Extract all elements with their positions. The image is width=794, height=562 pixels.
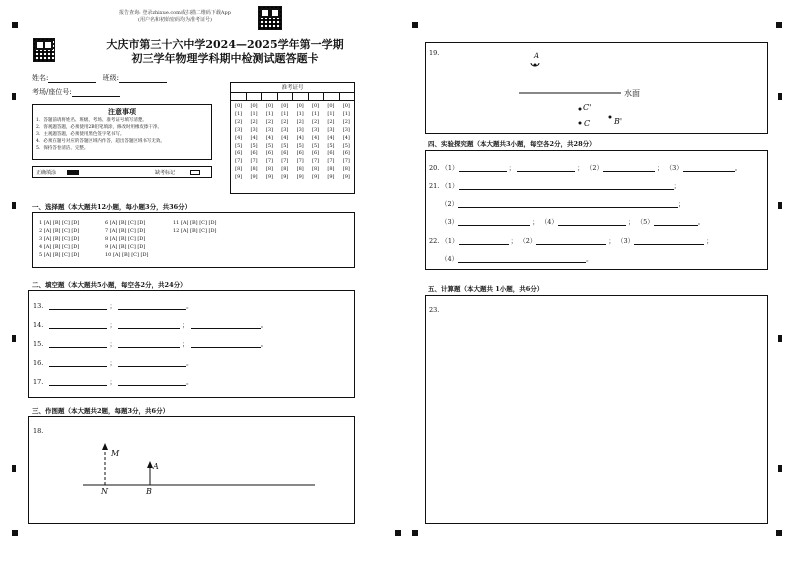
notice-item: 2．客观题答题，必须使用2B铅笔填涂，修改时用橡皮擦干净。 (36, 125, 163, 130)
q18-diagram (29, 417, 356, 525)
exam-id-bubble[interactable]: [2] (296, 118, 304, 125)
exam-id-bubble[interactable]: [1] (250, 110, 258, 117)
answer-blank[interactable] (458, 219, 530, 226)
exam-id-bubble[interactable]: [5] (327, 142, 335, 149)
seat-label: 考场/座位号: (32, 88, 72, 96)
q17-row: 17. ； 。 (33, 378, 193, 386)
label-B: B (146, 487, 152, 496)
section1-heading: 一、选择题（本大题共12小题，每小题3分，共36分） (32, 203, 192, 211)
subq-label: （1） (441, 237, 459, 245)
mc-row[interactable]: 8 [A] [B] [C] [D] (105, 236, 146, 242)
mc-row[interactable]: 10 [A] [B] [C] [D] (105, 252, 149, 258)
exam-id-bubble[interactable]: [4] (265, 134, 273, 141)
answer-blank[interactable] (49, 303, 107, 310)
seat-row (32, 87, 120, 97)
subq-label: （3） (616, 237, 635, 245)
timing-mark (412, 22, 418, 28)
answer-blank[interactable] (536, 238, 606, 245)
section4-box (425, 150, 768, 270)
answer-blank[interactable] (517, 165, 575, 172)
exam-id-column (231, 103, 246, 182)
answer-blank[interactable] (683, 165, 735, 172)
mc-row[interactable]: 6 [A] [B] [C] [D] (105, 220, 146, 226)
exam-id-bubble[interactable]: [0] (342, 103, 350, 109)
q14-row: 14. ； ； 。 (33, 321, 268, 329)
subq-label: （4） (540, 218, 558, 226)
qr-code-left (33, 38, 55, 62)
answer-blank[interactable] (634, 238, 704, 245)
exam-id-bubble[interactable]: [2] (250, 118, 258, 125)
subq-label: （1） (441, 164, 459, 172)
exam-id-bubble[interactable]: [0] (281, 103, 289, 109)
exam-id-bubble[interactable]: [9] (312, 174, 320, 181)
answer-blank[interactable] (49, 360, 107, 367)
section4-heading: 四、实验探究题（本大题共3小题，每空各2分，共28分） (428, 140, 596, 148)
timing-mark (12, 202, 16, 209)
exam-id-bubble[interactable]: [6] (296, 150, 304, 157)
page-title (80, 38, 370, 66)
exam-id-bubble[interactable]: [4] (327, 134, 335, 141)
exam-id-column (262, 103, 277, 182)
exam-id-bubble[interactable]: [0] (296, 103, 304, 109)
label-C: C (584, 119, 591, 128)
title-line2: 初三学年物理学科期中检测试题答题卡 (131, 52, 319, 65)
q15-number: 15. (33, 340, 44, 348)
exam-id-bubble[interactable]: [8] (235, 166, 243, 173)
exam-id-bubble[interactable]: [4] (250, 134, 258, 141)
mc-row[interactable]: 9 [A] [B] [C] [D] (105, 244, 146, 250)
qr-code-top (258, 6, 282, 30)
report-notice (100, 10, 250, 24)
mc-row[interactable]: 1 [A] [B] [C] [D] (39, 220, 80, 226)
exam-id-bubble[interactable]: [2] (265, 118, 273, 125)
report-notice-line1: 报告查询: 登录zhixue.com或扫描二维码下载App (119, 10, 231, 16)
timing-mark (778, 465, 782, 472)
exam-id-bubble[interactable]: [2] (235, 118, 243, 125)
subq-label: （3） (665, 164, 683, 172)
q19-label-A: A (534, 52, 540, 60)
exam-id-column (246, 103, 261, 182)
timing-mark (12, 93, 16, 100)
answer-blank[interactable] (191, 341, 261, 348)
notice-title: 注意事项 (108, 107, 136, 116)
subq-label: （1） (441, 182, 459, 190)
exam-id-bubble[interactable]: [6] (235, 150, 243, 157)
q16-row: 16. ； 。 (33, 359, 193, 367)
q23-number: 23. (429, 306, 440, 314)
label-B-prime: B' (614, 117, 623, 126)
q22-number: 22. (429, 237, 440, 245)
name-field[interactable] (48, 75, 96, 83)
subq-label: （5） (636, 218, 654, 226)
subq-label: （3） (441, 218, 459, 226)
subq-label: （2） (441, 200, 459, 208)
exam-id-bubble[interactable]: [4] (342, 134, 350, 141)
q21-number: 21. (429, 182, 440, 190)
exam-id-bubble[interactable]: [7] (281, 158, 289, 165)
section5-heading: 五、计算题（本大题共 1小题，共6分） (428, 285, 544, 293)
exam-id-bubble[interactable]: [9] (235, 174, 243, 181)
q15-row: 15. ； ； 。 (33, 340, 268, 348)
timing-mark (776, 530, 782, 536)
answer-blank[interactable] (603, 165, 655, 172)
answer-blank[interactable] (49, 379, 107, 386)
exam-id-bubble[interactable]: [8] (265, 166, 273, 173)
answer-blank[interactable] (118, 379, 186, 386)
exam-id-bubble[interactable]: [6] (327, 150, 335, 157)
exam-id-write-row (231, 93, 354, 101)
answer-blank[interactable] (49, 322, 107, 329)
exam-id-bubble[interactable]: [7] (265, 158, 273, 165)
label-M: M (111, 449, 120, 458)
exam-id-bubble[interactable]: [5] (296, 142, 304, 149)
timing-mark (412, 530, 418, 536)
exam-id-column (293, 103, 308, 182)
timing-mark (12, 530, 18, 536)
q22-row1: 22. （1） ； （2） ； （3） ； (429, 237, 713, 245)
exam-id-box (230, 82, 355, 194)
subq-label: （4） (441, 255, 459, 263)
exam-id-bubble[interactable]: [0] (250, 103, 258, 109)
exam-id-column (277, 103, 292, 182)
label-A: A (153, 462, 159, 471)
exam-id-bubble[interactable]: [8] (296, 166, 304, 173)
exam-id-grid (231, 101, 354, 182)
exam-id-bubble[interactable]: [1] (296, 110, 304, 117)
section2-box (28, 290, 355, 398)
exam-id-bubble[interactable]: [1] (265, 110, 273, 117)
exam-id-bubble[interactable]: [5] (235, 142, 243, 149)
exam-id-bubble[interactable]: [2] (281, 118, 289, 125)
report-notice-line2: (用户名和初始密码均为准考证号) (138, 17, 212, 23)
exam-id-bubble[interactable]: [6] (342, 150, 350, 157)
exam-id-bubble[interactable]: [4] (312, 134, 320, 141)
exam-id-bubble[interactable]: [9] (250, 174, 258, 181)
mc-row[interactable]: 11 [A] [B] [C] [D] (173, 220, 217, 226)
q22-row2: （4） 。 (441, 255, 593, 263)
q18-number: 18. (33, 427, 44, 435)
answer-blank[interactable] (191, 322, 261, 329)
q16-number: 16. (33, 359, 44, 367)
exam-id-bubble[interactable]: [6] (250, 150, 258, 157)
timing-mark (12, 335, 16, 342)
subq-label: （2） (585, 164, 603, 172)
label-C-prime: C' (583, 103, 592, 112)
q21-row3: （3） ； （4） ； （5） 。 (441, 218, 705, 226)
mc-row[interactable]: 7 [A] [B] [C] [D] (105, 228, 146, 234)
exam-id-bubble[interactable]: [9] (342, 174, 350, 181)
exam-id-bubble[interactable]: [3] (296, 126, 304, 133)
exam-id-bubble[interactable]: [3] (281, 126, 289, 133)
exam-id-bubble[interactable]: [9] (265, 174, 273, 181)
exam-id-bubble[interactable]: [0] (312, 103, 320, 109)
exam-id-bubble[interactable]: [3] (312, 126, 320, 133)
exam-id-bubble[interactable]: [1] (281, 110, 289, 117)
exam-id-bubble[interactable]: [8] (327, 166, 335, 173)
timing-mark (778, 202, 782, 209)
exam-id-bubble[interactable]: [7] (296, 158, 304, 165)
exam-id-bubble[interactable]: [1] (235, 110, 243, 117)
timing-mark (778, 93, 782, 100)
exam-id-bubble[interactable]: [3] (265, 126, 273, 133)
answer-blank[interactable] (118, 341, 180, 348)
notice-item: 3．主观题答题，必须使用黑色签字笔书写。 (36, 132, 125, 137)
exam-id-bubble[interactable]: [7] (235, 158, 243, 165)
mc-row[interactable]: 12 [A] [B] [C] [D] (173, 228, 217, 234)
exam-id-bubble[interactable]: [0] (327, 103, 335, 109)
class-label: 班级: (102, 74, 119, 82)
timing-mark (778, 335, 782, 342)
q19-number: 19. (429, 49, 440, 57)
q20-row: 20. （1） ； ； （2） ； （3） 。 (429, 164, 742, 172)
correct-fill-sample (67, 170, 79, 175)
exam-id-bubble[interactable]: [6] (312, 150, 320, 157)
answer-blank[interactable] (118, 322, 180, 329)
answer-blank[interactable] (558, 219, 626, 226)
exam-id-column (323, 103, 338, 182)
answer-blank[interactable] (118, 360, 186, 367)
correct-fill-label: 正确填涂 (36, 170, 57, 176)
exam-id-bubble[interactable]: [4] (281, 134, 289, 141)
name-label: 姓名: (32, 74, 49, 82)
class-field[interactable] (119, 75, 167, 83)
exam-id-bubble[interactable]: [0] (265, 103, 273, 109)
q21-row1: 21. （1） ； (429, 182, 681, 190)
mc-row[interactable]: 3 [A] [B] [C] [D] (39, 236, 80, 242)
fill-legend (32, 166, 212, 178)
q19-box[interactable] (425, 42, 768, 134)
timing-mark (395, 530, 401, 536)
absent-mark-box[interactable] (190, 170, 200, 175)
q13-number: 13. (33, 302, 44, 310)
exam-id-bubble[interactable]: [5] (342, 142, 350, 149)
notice-item: 4．必须在题号对应的答题区域内作答，超出答题区域书写无效。 (36, 139, 165, 144)
answer-blank[interactable] (459, 238, 509, 245)
section1-box (32, 212, 355, 268)
exam-id-bubble[interactable]: [8] (342, 166, 350, 173)
answer-blank[interactable] (118, 303, 186, 310)
timing-mark (12, 22, 18, 28)
mc-row[interactable]: 4 [A] [B] [C] [D] (39, 244, 80, 250)
section3-heading: 三、作图题（本大题共2题，每题3分，共6分） (32, 407, 170, 415)
q14-number: 14. (33, 321, 44, 329)
mc-row[interactable]: 5 [A] [B] [C] [D] (39, 252, 80, 258)
exam-id-bubble[interactable]: [5] (250, 142, 258, 149)
exam-id-bubble[interactable]: [9] (281, 174, 289, 181)
q17-number: 17. (33, 378, 44, 386)
exam-id-bubble[interactable]: [7] (342, 158, 350, 165)
exam-id-bubble[interactable]: [3] (342, 126, 350, 133)
absent-mark-label: 缺考标记 (155, 170, 176, 176)
exam-id-bubble[interactable]: [2] (327, 118, 335, 125)
mc-col2 (105, 219, 148, 259)
q19-diagram (426, 43, 769, 135)
exam-id-bubble[interactable]: [3] (250, 126, 258, 133)
mc-col3 (173, 219, 216, 235)
notice-box (32, 104, 212, 160)
water-surface-label: 水面 (624, 89, 640, 98)
exam-id-bubble[interactable]: [8] (281, 166, 289, 173)
exam-id-bubble[interactable]: [7] (327, 158, 335, 165)
exam-id-bubble[interactable]: [5] (281, 142, 289, 149)
subq-label: （2） (519, 237, 537, 245)
exam-id-bubble[interactable]: [3] (327, 126, 335, 133)
exam-id-bubble[interactable]: [1] (312, 110, 320, 117)
answer-blank[interactable] (458, 201, 678, 208)
timing-mark (776, 22, 782, 28)
exam-id-bubble[interactable]: [6] (265, 150, 273, 157)
exam-id-bubble[interactable]: [7] (250, 158, 258, 165)
exam-id-bubble[interactable]: [9] (296, 174, 304, 181)
exam-id-bubble[interactable]: [8] (312, 166, 320, 173)
exam-id-bubble[interactable]: [6] (281, 150, 289, 157)
exam-id-bubble[interactable]: [4] (296, 134, 304, 141)
exam-id-column (339, 103, 354, 182)
exam-id-column (308, 103, 323, 182)
name-class-row (32, 73, 167, 83)
answer-blank[interactable] (49, 341, 107, 348)
exam-id-title: 准考证号 (231, 83, 354, 93)
answer-blank[interactable] (459, 165, 507, 172)
exam-id-bubble[interactable]: [7] (312, 158, 320, 165)
exam-id-bubble[interactable]: [9] (327, 174, 335, 181)
seat-field[interactable] (72, 89, 120, 97)
answer-blank[interactable] (459, 183, 674, 190)
q13-row: 13. ； 。 (33, 302, 193, 310)
mc-row[interactable]: 2 [A] [B] [C] [D] (39, 228, 80, 234)
exam-id-bubble[interactable]: [4] (235, 134, 243, 141)
answer-blank[interactable] (654, 219, 698, 226)
answer-blank[interactable] (458, 256, 586, 263)
section2-heading: 二、填空题（本大题共5小题，每空各2分，共24分） (32, 281, 187, 289)
q21-row2: （2） ； (441, 200, 685, 208)
exam-id-bubble[interactable]: [5] (312, 142, 320, 149)
exam-id-bubble[interactable]: [2] (342, 118, 350, 125)
exam-id-bubble[interactable]: [5] (265, 142, 273, 149)
label-N: N (101, 487, 108, 496)
notice-item: 5．保持答卷清洁、完整。 (36, 146, 89, 151)
section3-box[interactable] (28, 416, 355, 524)
section5-box[interactable] (425, 295, 768, 524)
mc-col1 (39, 219, 79, 259)
exam-id-bubble[interactable]: [1] (327, 110, 335, 117)
timing-mark (12, 465, 16, 472)
exam-id-bubble[interactable]: [0] (235, 103, 243, 109)
exam-id-bubble[interactable]: [2] (312, 118, 320, 125)
exam-id-bubble[interactable]: [1] (342, 110, 350, 117)
exam-id-bubble[interactable]: [8] (250, 166, 258, 173)
notice-item: 1．答题前请将姓名、班级、考场、准考证号填写清楚。 (36, 118, 147, 123)
q20-number: 20. (429, 164, 440, 172)
exam-id-bubble[interactable]: [3] (235, 126, 243, 133)
title-line1: 大庆市第三十六中学2024—2025学年第一学期 (106, 38, 344, 51)
